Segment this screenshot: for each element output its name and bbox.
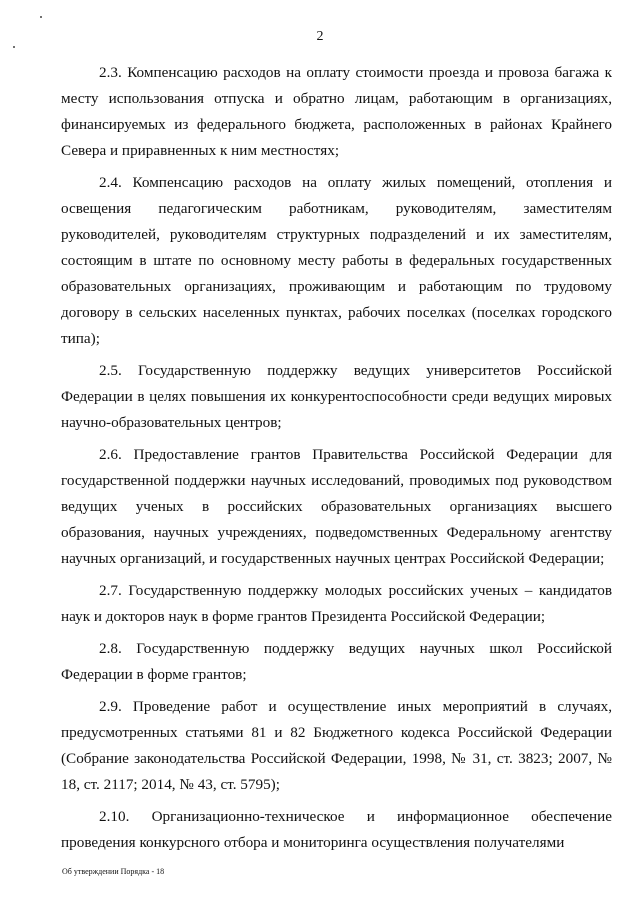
paragraph-2-4: 2.4. Компенсацию расходов на оплату жилых помещений, отопления и освещения педагогическим работникам, руководителям, заместителям руководителей, руководителям структурных подразделений и их заместителям, состоящим в штате по основному месту работы в федеральных государственных образовательных организациях, проживающим и работающим по трудовому договору в сельских населенных пунктах, рабочих поселках (поселках городского типа); — [61, 174, 612, 347]
page-number: 2 — [316, 29, 324, 44]
scan-speck-left — [13, 46, 15, 48]
page-footer: Об утверждении Порядка - 18 — [62, 867, 165, 876]
paragraph-2-9: 2.9. Проведение работ и осуществление иных мероприятий в случаях, предусмотренных статьями 81 и 82 Бюджетного кодекса Российской Федерации (Собрание законодательства Российской Федерации, 1998, № 31, ст. 3823; 2007, № 18, ст. 2117; 2014, № 43, ст. 5795); — [61, 698, 612, 793]
paragraph-2-5: 2.5. Государственную поддержку ведущих университетов Российской Федерации в целях повышения их конкурентоспособности среди ведущих мировых научно-образовательных центров; — [61, 362, 612, 431]
paragraph-2-8: 2.8. Государственную поддержку ведущих научных школ Российской Федерации в форме грантов; — [61, 640, 612, 683]
document-body — [61, 60, 612, 862]
paragraph-2-7: 2.7. Государственную поддержку молодых российских ученых – кандидатов наук и докторов наук в форме грантов Президента Российской Федерации; — [61, 582, 612, 625]
scan-speck-top — [40, 16, 42, 18]
paragraph-2-3: 2.3. Компенсацию расходов на оплату стоимости проезда и провоза багажа к месту использования отпуска и обратно лицам, работающим в организациях, финансируемых из федерального бюджета, расположенных в районах Крайнего Севера и приравненных к ним местностях; — [61, 64, 612, 159]
paragraph-2-6: 2.6. Предоставление грантов Правительства Российской Федерации для государственной поддержки научных исследований, проводимых под руководством ведущих ученых в российских образовательных организациях высшего образования, научных учреждениях, подведомственных Федеральному агентству научных организаций, и государственных научных центрах Российской Федерации; — [61, 446, 612, 567]
paragraph-2-10: 2.10. Организационно-техническое и информационное обеспечение проведения конкурсного отбора и мониторинга осуществления получателями — [61, 808, 612, 851]
